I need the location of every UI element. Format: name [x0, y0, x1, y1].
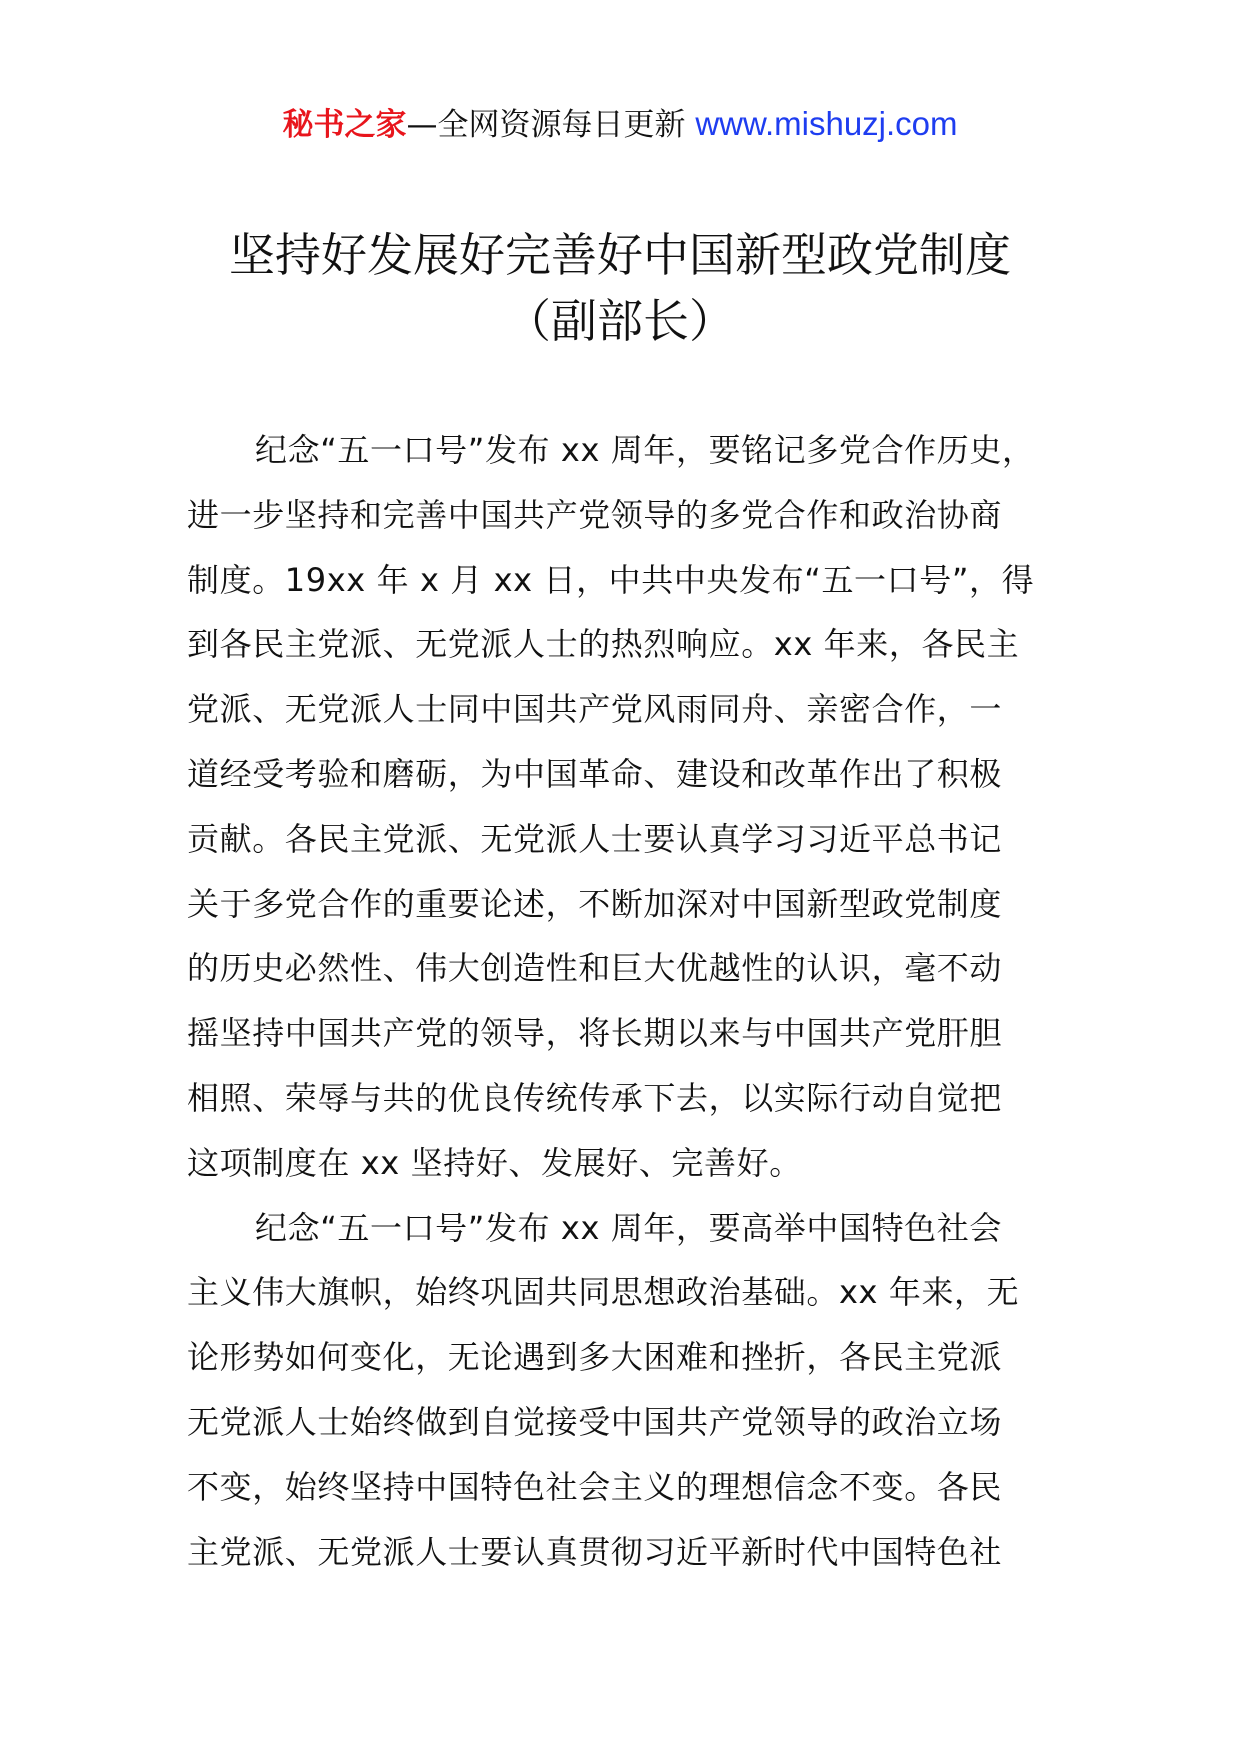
paragraph-2-line: 主义伟大旗帜，始终巩固共同思想政治基础。xx 年来，无 [187, 1273, 1020, 1312]
paragraph-1-line: 贡献。各民主党派、无党派人士要认真学习习近平总书记 [187, 819, 1003, 858]
paragraph-1-line: 的历史必然性、伟大创造性和巨大优越性的认识，毫不动 [187, 949, 1003, 988]
paragraph-1-line: 这项制度在 xx 坚持好、发展好、完善好。 [187, 1143, 802, 1182]
paragraph-1-line: 相照、荣辱与共的优良传统传承下去，以实际行动自觉把 [187, 1078, 1003, 1117]
paragraph-1-line: 关于多党合作的重要论述，不断加深对中国新型政党制度 [187, 884, 1003, 923]
paragraph-2-line: 不变，始终坚持中国特色社会主义的理想信念不变。各民 [187, 1467, 1003, 1506]
paragraph-1-line: 纪念“五一口号”发布 xx 周年，要铭记多党合作历史， [255, 431, 1035, 469]
document-title-subtitle: （副部长） [505, 294, 735, 348]
paragraph-1-line: 制度。19xx 年 x 月 xx 日，中共中央发布“五一口号”，得 [187, 560, 1035, 599]
site-brand-name: 秘书之家 [282, 107, 407, 143]
document-title [0, 222, 1240, 354]
paragraph-2-line: 无党派人士始终做到自觉接受中国共产党领导的政治立场 [187, 1402, 1003, 1441]
paragraph-2-line: 纪念“五一口号”发布 xx 周年，要高举中国特色社会 [255, 1208, 1002, 1247]
document-body [187, 418, 1035, 1584]
site-tagline: —全网资源每日更新 [406, 107, 686, 143]
document-title-main: 坚持好发展好完善好中国新型政党制度 [229, 228, 1011, 282]
paragraph-1-line: 党派、无党派人士同中国共产党风雨同舟、亲密合作，一 [187, 690, 1003, 729]
paragraph-1-line: 道经受考验和磨砺，为中国革命、建设和改革作出了积极 [187, 754, 1003, 793]
paragraph-2-line: 论形势如何变化，无论遇到多大困难和挫折，各民主党派 [187, 1338, 1003, 1377]
site-header [0, 100, 1240, 149]
paragraph-1-line: 进一步坚持和完善中国共产党领导的多党合作和政治协商 [187, 495, 1003, 534]
paragraph-1-line: 到各民主党派、无党派人士的热烈响应。xx 年来，各民主 [187, 625, 1020, 664]
site-url-link[interactable]: www.mishuzj.com [695, 105, 958, 142]
paragraph-1-line: 摇坚持中国共产党的领导，将长期以来与中国共产党肝胆 [187, 1014, 1003, 1053]
paragraph-2-line: 主党派、无党派人士要认真贯彻习近平新时代中国特色社 [187, 1532, 1003, 1571]
